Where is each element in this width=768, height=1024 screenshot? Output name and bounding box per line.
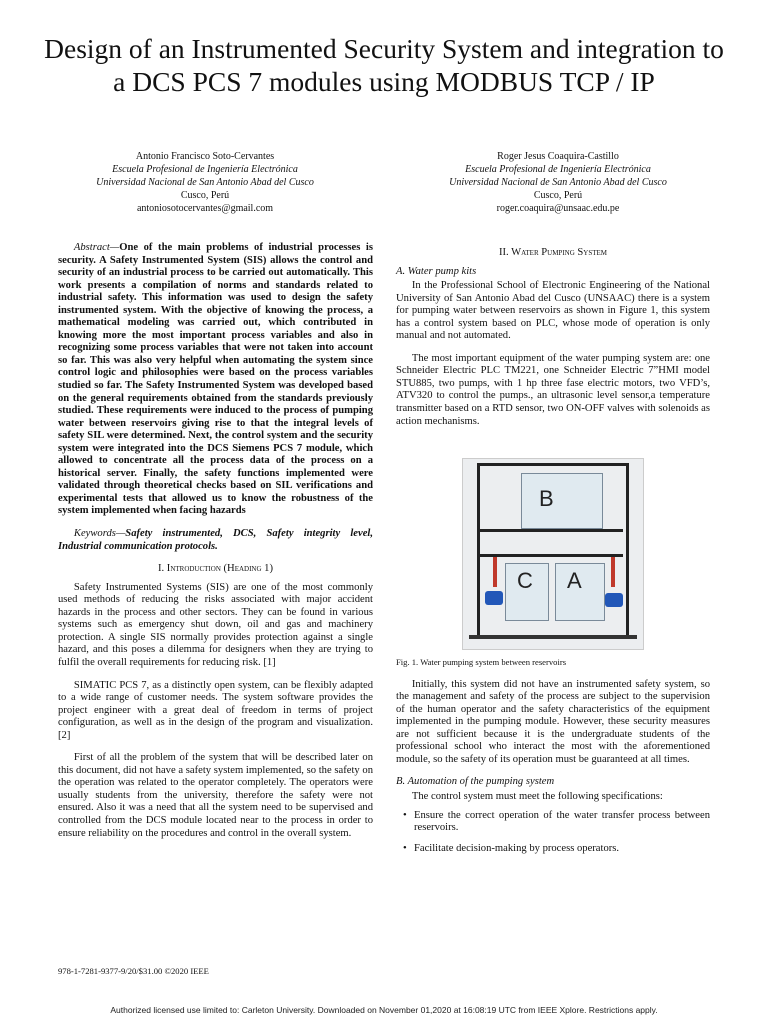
frame-base	[469, 635, 637, 639]
author-city: Cusco, Perú	[180, 190, 230, 201]
frame-shelf	[477, 529, 623, 532]
paper-title: Design of an Instrumented Security System and integration to a DCS PCS 7 modules using MODBUS TCP / IP	[44, 33, 724, 97]
pump-motor	[605, 593, 623, 607]
author-email: antoniosotocervantes@gmail.com	[136, 203, 274, 214]
author-block-1	[55, 150, 355, 215]
automation-paragraph-1: The control system must meet the following specifications:	[411, 791, 663, 803]
reservoir-b	[521, 473, 603, 529]
author-university: Universidad Nacional de San Antonio Abad del Cusco	[96, 177, 314, 188]
author-school: Escuela Profesional de Ingeniería Electrónica	[112, 164, 298, 175]
author-email: roger.coaquira@unsaac.edu.pe	[496, 203, 620, 214]
author-block-2	[408, 150, 708, 215]
author-school: Escuela Profesional de Ingeniería Electrónica	[465, 164, 651, 175]
water-paragraph-1: In the Professional School of Electronic Engineering of the National University of San Antonio Abad del Cusco (UNSAAC) there is a system for pumping water between reservoirs as shown in Figure 1, this system has a control system based on PLC, whose mode of operation is only manual and not automated.	[396, 280, 710, 342]
pump-motor	[485, 591, 503, 605]
subsection-b-heading: B. Automation of the pumping system	[396, 776, 555, 788]
intro-paragraph-2: SIMATIC PCS 7, as a distinctly open system, can be flexibly adapted to a wide range of customer needs. The system software provides the project engineer with a great deal of freedom in terms of project configuration, as well as in the design of the program and visualization. [2]	[58, 679, 373, 741]
water-pumping-heading: II. Water Pumping System	[498, 247, 608, 258]
frame-shelf	[477, 554, 623, 557]
subsection-a-heading: A. Water pump kits	[396, 265, 477, 277]
abstract-lead: Abstract—	[73, 242, 120, 253]
water-pumping-photo	[462, 458, 644, 650]
left-column	[58, 242, 373, 840]
keywords-text: Safety instrumented, DCS, Safety integrity level, Industrial communication protocols.	[58, 528, 373, 552]
label-b: B	[539, 486, 554, 512]
abstract	[58, 242, 373, 518]
keywords	[58, 528, 373, 553]
label-a: A	[567, 568, 582, 594]
list-item: • Ensure the correct operation of the water transfer process between reservoirs.	[414, 810, 710, 835]
right-column	[396, 247, 710, 863]
label-c: C	[517, 568, 533, 594]
author-name: Antonio Francisco Soto-Cervantes	[135, 151, 275, 162]
figure-caption: Fig. 1. Water pumping system between reservoirs	[396, 657, 567, 668]
abstract-text: One of the main problems of industrial processes is security. A Safety Instrumented System (SIS) allows the control and security of an industrial process to be carried out automatically. This work presents a compilation of norms and standards related to industrial safety. This information was used to design the safety instrumented system. With the objective of knowing the process, a mathematical modeling was carried out, which contributed in knowing more the most important process variables and also in recognizing some process variables that were not taken into account so far. This was also very helpful when automating the system since control logic and philosophies were based on the process variables studied so far. The Safety Instrumented System was developed based on the general requirements obtained from the standards previously studied. These requirements were induced to the process of pumping water between reservoirs giving rise to that the integral levels of safety SIL were determined. Next, the control system and the security system were integrated into the DCS Siemens PCS 7 module, which allowed to concentrate all the process data of the process on a historical server. Finally, the safety functions implemented were validated through theoretical checks based on SIL verifications and experimental tests that allowed us to know the robustness of the system implemented when facing hazards	[58, 242, 373, 517]
specifications-list	[396, 810, 710, 856]
intro-paragraph-1: Safety Instrumented Systems (SIS) are one of the most commonly used methods of reducing the risks associated with major accident hazards in the process and other sectors. They can be found in various systems such as emergency shut down, oil and gas and machinery protection. A single SIS normally provides protection against a single hazard, and this poses a dilemma for designers when they are trying to fulfil the overall requirements for reducing risk. [1]	[58, 581, 373, 668]
valve-pipe	[611, 557, 615, 587]
keywords-lead: Keywords—	[73, 528, 126, 540]
author-name: Roger Jesus Coaquira-Castillo	[497, 151, 619, 162]
author-city: Cusco, Perú	[533, 190, 583, 201]
intro-paragraph-3: First of all the problem of the system that will be described later on this document, did not have a safety system implemented, so the safety on the operation was related to the operator completely. The operators were usually students from the university, therefore the safety were not ensured. Also it was a need that all the system need to be supervised and controlled from the DCS module located near to the process in order to ensure reliability on the procedures and control in the overall system.	[58, 752, 373, 839]
list-item: • Facilitate decision-making by process operators.	[414, 843, 710, 856]
license-notice: Authorized licensed use limited to: Carleton University. Downloaded on November 01,2020 at 16:08:19 UTC from IEEE Xplore. Restrictions apply.	[110, 1005, 658, 1015]
water-paragraph-3: Initially, this system did not have an instrumented safety system, so the management and safety of the process are subject to the supervision of the human operator and the safety characteristics of the equipment implemented in the pumping module. However, these security measures are not sufficient because it is the undergraduate students of the professional school who interact the most with the aforementioned module, so the safety of its operation must be guaranteed at all times.	[396, 678, 710, 765]
valve-pipe	[493, 557, 497, 587]
intro-heading: I. Introduction (Heading 1)	[157, 563, 274, 575]
copyright-identifier: 978-1-7281-9377-9/20/$31.00 ©2020 IEEE	[58, 966, 209, 976]
author-university: Universidad Nacional de San Antonio Abad del Cusco	[449, 177, 667, 188]
water-paragraph-2: The most important equipment of the water pumping system are: one Schneider Electric PLC TM221, one Schneider Electric 7”HMI model STU885, two pumps, with 1 hp three fase electric motors, two VFD’s, ATV320 to control the pumps., an ultrasonic level sensor,a temperature transmitter based on a RTD sensor, two ON-OFF valves with solenoids as action mechanisms.	[396, 352, 710, 427]
